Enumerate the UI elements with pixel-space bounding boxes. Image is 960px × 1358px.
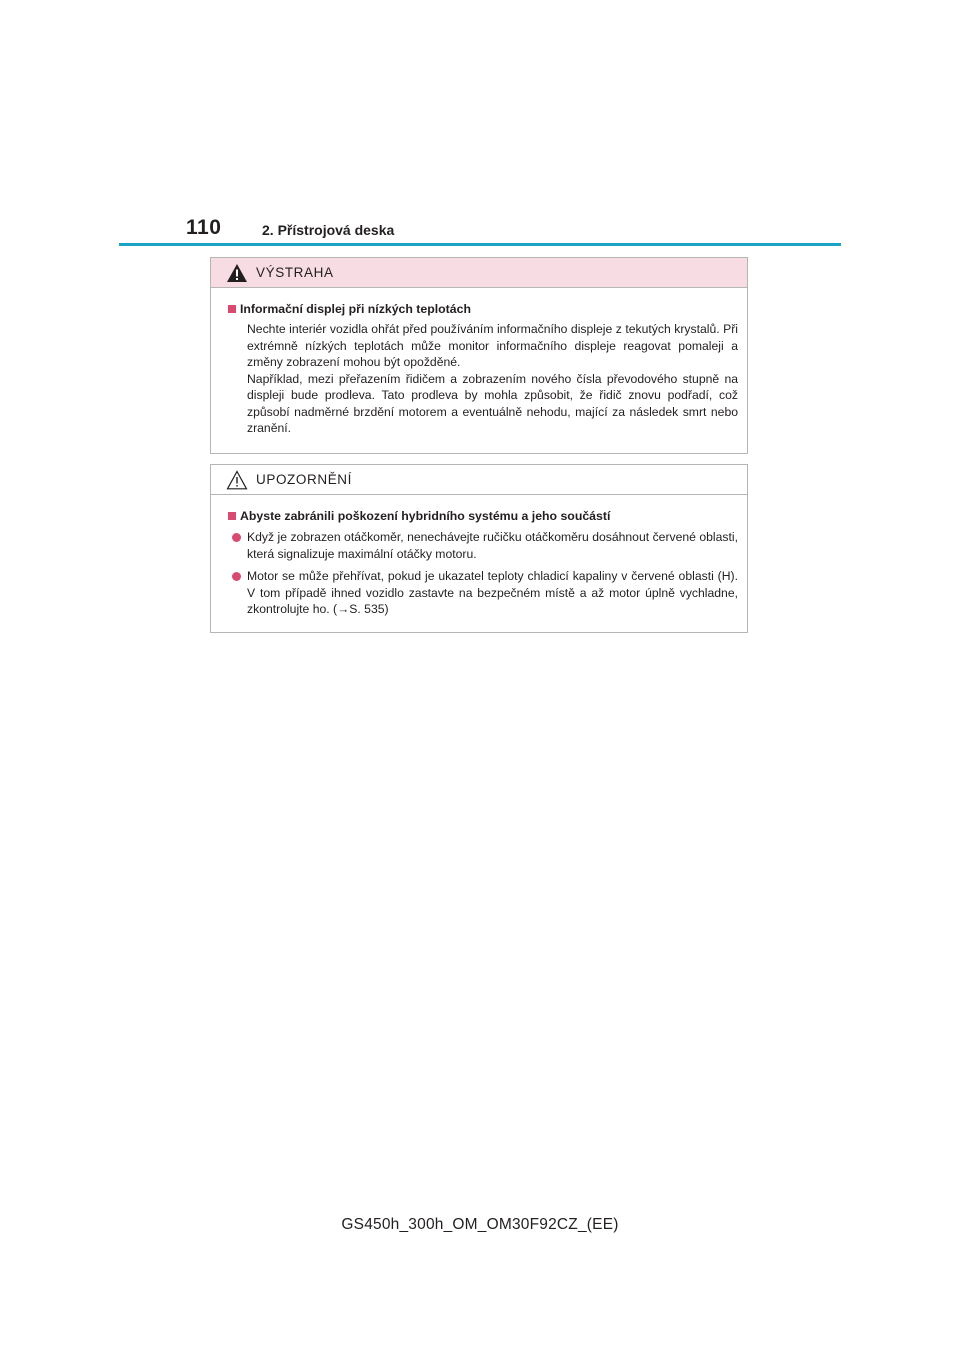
caution-body [211, 495, 747, 618]
page-number: 110 [186, 216, 222, 239]
round-bullet-icon [232, 572, 241, 581]
list-item [232, 568, 738, 618]
caution-label: UPOZORNĚNÍ [256, 472, 353, 487]
bullet-text: Když je zobrazen otáčkoměr, nenechávejte ručičku otáčkoměru dosáhnout červené oblasti, která signalizuje maximální otáčky motoru. [247, 530, 738, 561]
bullet-text: Motor se může přehřívat, pokud je ukazatel teploty chladicí kapaliny v červené oblasti (H). V tom případě ihned vozidlo zastavte na bezpečném místě a až motor úplně vychladne, zkontrolujte ho. (→S. 535) [247, 569, 738, 616]
warning-subheading-text: Informační displej při nízkých teplotách [240, 302, 471, 316]
warning-paragraph: Například, mezi přeřazením řidičem a zobrazením nového čísla převodového stupně na displeji bude prodleva. Tato prodleva by mohla způsobit, že řidič znovu podřadí, což způsobí nadměrné brzdění motorem a eventuálně nehodu, mající za následek smrt nebo zranění. [247, 371, 738, 435]
warning-body [211, 288, 747, 437]
square-bullet-icon [228, 512, 236, 520]
warning-paragraph: Nechte interiér vozidla ohřát před používáním informačního displeje z tekutých krystalů. Při extrémně nízkých teplotách může monitor informačního displeje reagovat pomaleji a změny zobrazení mohou být opožděné. [247, 322, 738, 369]
caution-subheading [228, 509, 738, 523]
warning-subheading [228, 302, 738, 316]
caution-box [210, 464, 748, 633]
round-bullet-icon [232, 533, 241, 542]
square-bullet-icon [228, 305, 236, 313]
warning-triangle-filled-icon [226, 263, 248, 283]
caution-subheading-text: Abyste zabránili poškození hybridního systému a jeho součástí [240, 509, 611, 523]
caution-header [211, 465, 747, 495]
list-item [232, 529, 738, 562]
warning-box [210, 257, 748, 454]
warning-triangle-outline-icon [226, 470, 248, 490]
warning-label: VÝSTRAHA [256, 265, 334, 280]
header-rule [119, 243, 841, 246]
document-code: GS450h_300h_OM_OM30F92CZ_(EE) [341, 1216, 619, 1233]
section-title: 2. Přístrojová deska [262, 222, 395, 238]
warning-header [211, 258, 747, 288]
